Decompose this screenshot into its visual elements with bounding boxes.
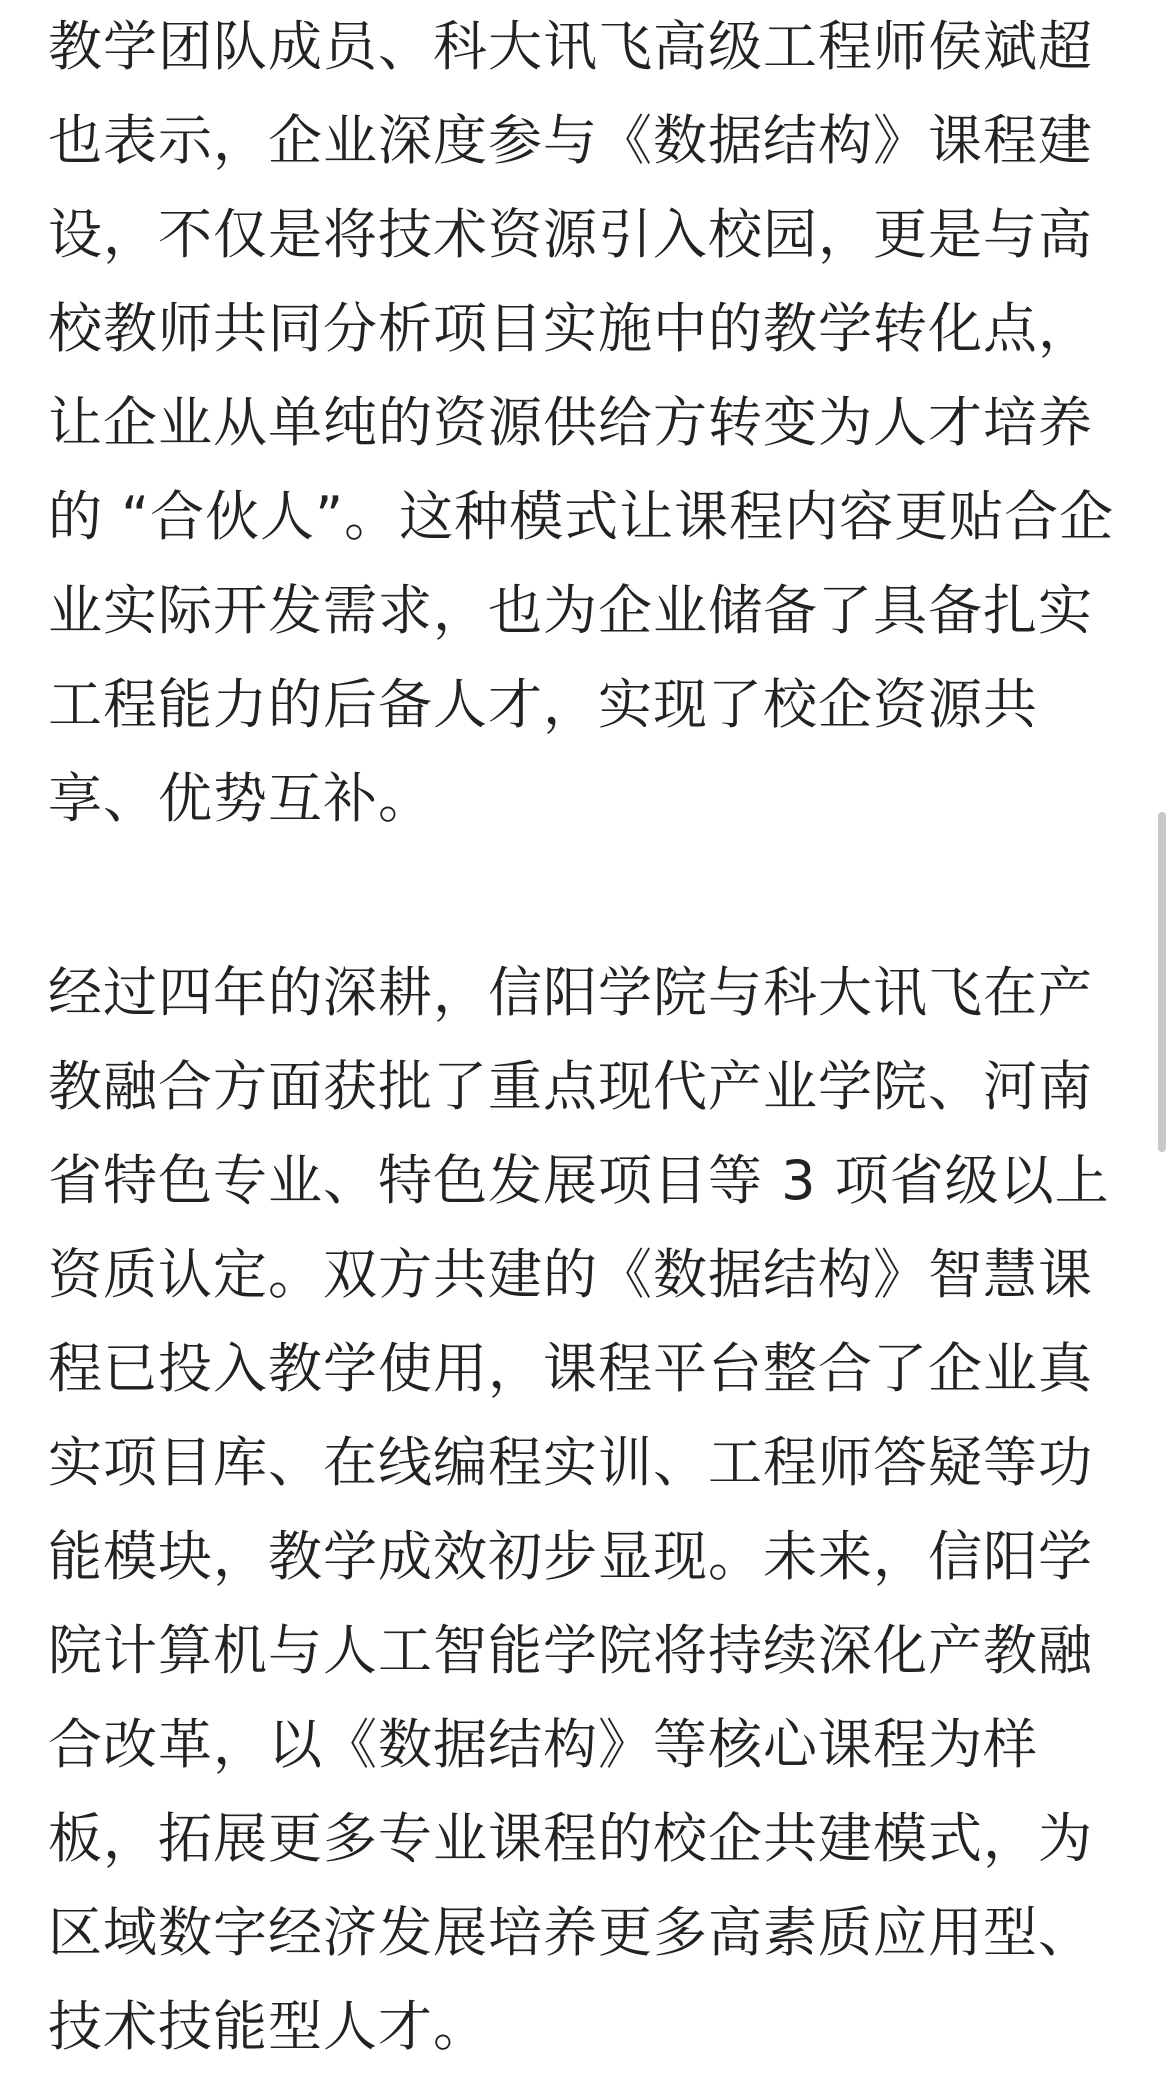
text-line: 设，不仅是将技术资源引入校园，更是与高 [48,203,1093,266]
text-line: 教学团队成员、科大讯飞高级工程师侯斌超 [48,15,1093,78]
paragraph-2 [48,946,1123,2074]
text-line: 省特色专业、特色发展项目等 3 项省级以上 [48,1149,1110,1212]
text-line: 院计算机与人工智能学院将持续深化产教融 [48,1619,1093,1682]
text-line: 技术技能型人才。 [48,1995,488,2058]
text-line: 区域数字经济发展培养更多高素质应用型、 [48,1901,1093,1964]
text-line: 经过四年的深耕，信阳学院与科大讯飞在产 [48,961,1093,1024]
text-line: 的 “合伙人”。这种模式让课程内容更贴合企 [48,485,1115,548]
paragraph-gap [48,846,1123,946]
text-line: 合改革，以《数据结构》等核心课程为样 [48,1713,1038,1776]
text-line: 能模块，教学成效初步显现。未来，信阳学 [48,1525,1093,1588]
paragraph-1 [48,0,1123,846]
text-line: 教融合方面获批了重点现代产业学院、河南 [48,1055,1093,1118]
article-body [48,0,1123,2074]
text-line: 校教师共同分析项目实施中的教学转化点， [48,297,1093,360]
text-line: 享、优势互补。 [48,767,433,830]
text-line: 也表示，企业深度参与《数据结构》课程建 [48,109,1093,172]
scrollbar[interactable] [1158,812,1166,1152]
text-line: 工程能力的后备人才，实现了校企资源共 [48,673,1038,736]
text-line: 程已投入教学使用，课程平台整合了企业真 [48,1337,1093,1400]
text-line: 业实际开发需求，也为企业储备了具备扎实 [48,579,1093,642]
text-line: 板，拓展更多专业课程的校企共建模式，为 [48,1807,1093,1870]
text-line: 资质认定。双方共建的《数据结构》智慧课 [48,1243,1093,1306]
text-line: 让企业从单纯的资源供给方转变为人才培养 [48,391,1093,454]
text-line: 实项目库、在线编程实训、工程师答疑等功 [48,1431,1093,1494]
